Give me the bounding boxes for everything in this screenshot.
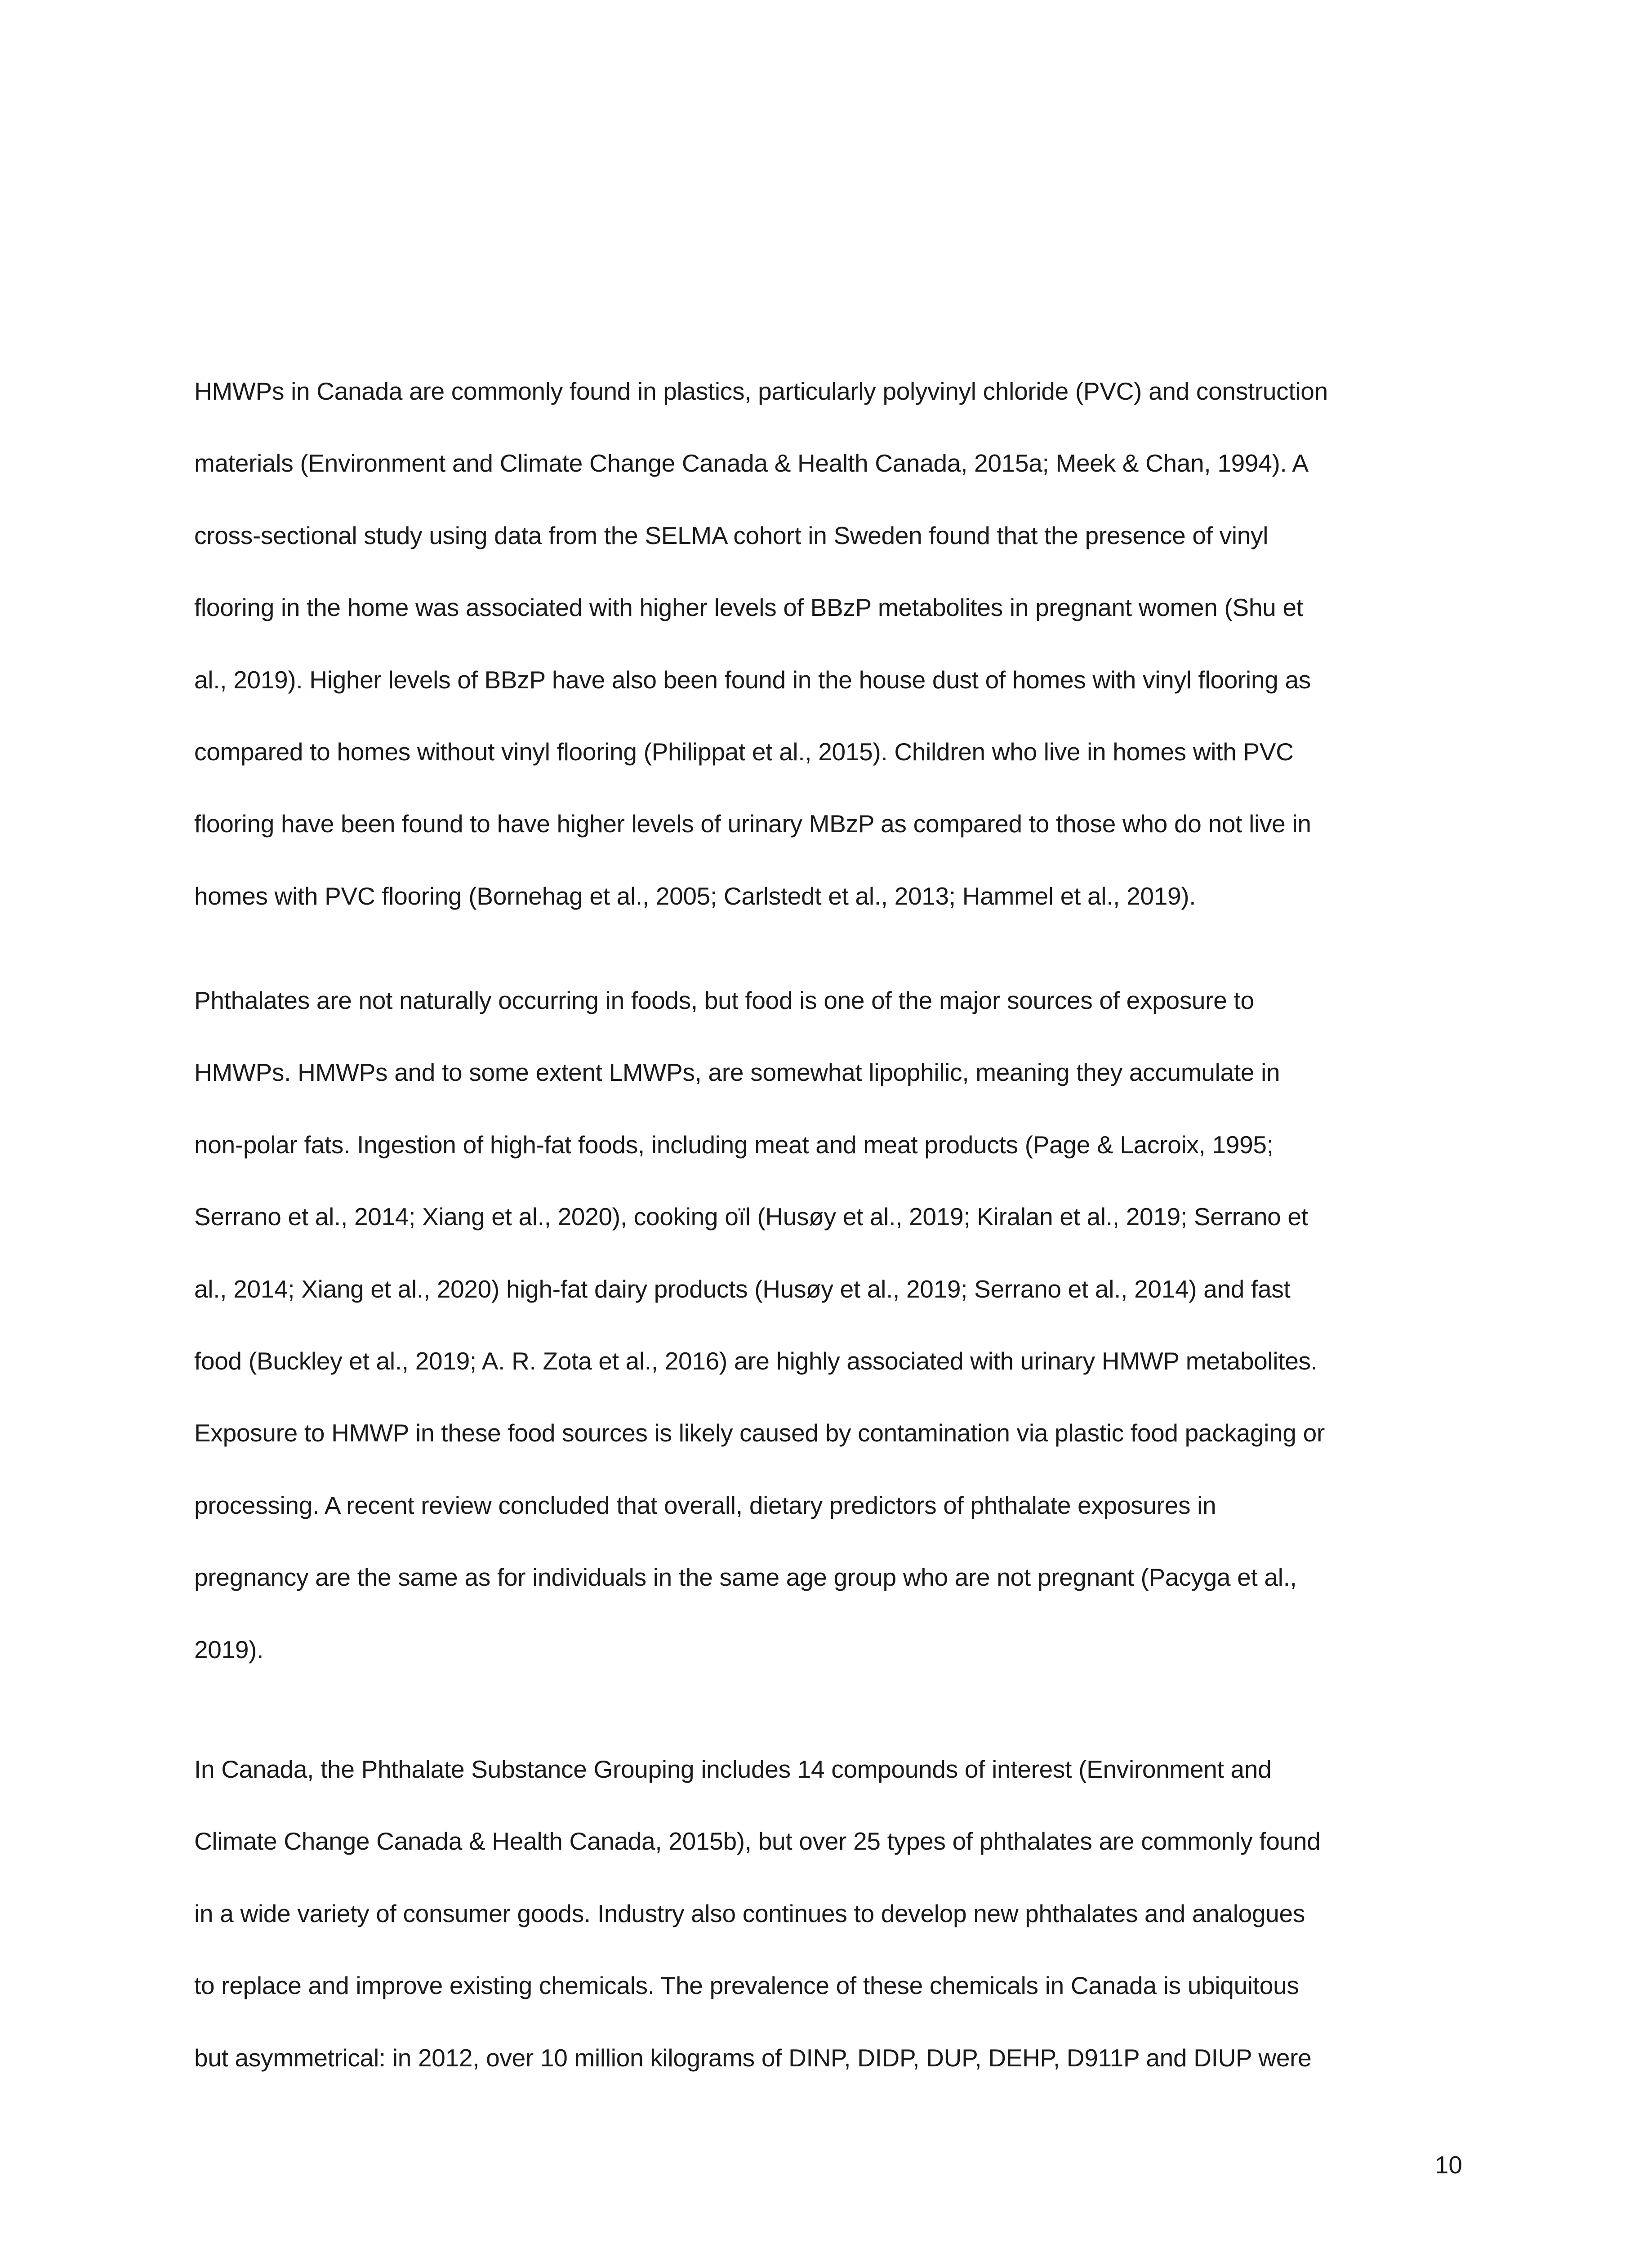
text-line: compared to homes without vinyl flooring (Philippat et al., 2015). Children who live in homes with PVC <box>194 737 1294 766</box>
paragraph-canada-grouping <box>194 1733 1462 2094</box>
text-line: but asymmetrical: in 2012, over 10 million kilograms of DINP, DIDP, DUP, DEHP, D911P and DIUP were <box>194 2043 1312 2072</box>
page-number: 10 <box>1434 2151 1462 2179</box>
text-line: Phthalates are not naturally occurring in foods, but food is one of the major sources of exposure to <box>194 986 1254 1014</box>
paragraph-food-sources <box>194 964 1462 1686</box>
text-line: HMWPs. HMWPs and to some extent LMWPs, are somewhat lipophilic, meaning they accumulate in <box>194 1058 1280 1087</box>
paragraph-vinyl-flooring <box>194 355 1462 932</box>
text-line: flooring have been found to have higher levels of urinary MBzP as compared to those who do not live in <box>194 810 1311 838</box>
text-line: processing. A recent review concluded that overall, dietary predictors of phthalate exposures in <box>194 1491 1216 1519</box>
text-line: al., 2019). Higher levels of BBzP have also been found in the house dust of homes with vinyl flooring as <box>194 665 1311 694</box>
text-line: al., 2014; Xiang et al., 2020) high-fat dairy products (Husøy et al., 2019; Serrano et al., 2014) and fast <box>194 1275 1291 1303</box>
text-line: materials (Environment and Climate Change Canada & Health Canada, 2015a; Meek & Chan, 1994). A <box>194 449 1309 477</box>
text-line: Exposure to HMWP in these food sources is likely caused by contamination via plastic food packaging or <box>194 1419 1325 1447</box>
text-line: Climate Change Canada & Health Canada, 2015b), but over 25 types of phthalates are commonly found <box>194 1827 1321 1855</box>
text-line: 2019). <box>194 1635 264 1664</box>
text-line: to replace and improve existing chemicals. The prevalence of these chemicals in Canada is ubiquitous <box>194 1971 1299 2000</box>
text-line: homes with PVC flooring (Bornehag et al., 2005; Carlstedt et al., 2013; Hammel et al., 2019). <box>194 882 1196 910</box>
text-line: in a wide variety of consumer goods. Industry also continues to develop new phthalates and analogues <box>194 1899 1305 1927</box>
text-line: food (Buckley et al., 2019; A. R. Zota et al., 2016) are highly associated with urinary HMWP metabolites. <box>194 1347 1318 1375</box>
text-line: HMWPs in Canada are commonly found in plastics, particularly polyvinyl chloride (PVC) and construction <box>194 377 1328 405</box>
text-line: non-polar fats. Ingestion of high-fat foods, including meat and meat products (Page & Lacroix, 1995; <box>194 1130 1274 1159</box>
text-line: cross-sectional study using data from the SELMA cohort in Sweden found that the presence of vinyl <box>194 521 1269 549</box>
text-line: flooring in the home was associated with higher levels of BBzP metabolites in pregnant women (Shu et <box>194 593 1303 622</box>
text-line: pregnancy are the same as for individuals in the same age group who are not pregnant (Pacyga et al., <box>194 1563 1297 1592</box>
text-line: Serrano et al., 2014; Xiang et al., 2020), cooking oïl (Husøy et al., 2019; Kiralan et al., 2019; Serrano et <box>194 1203 1308 1231</box>
text-line: In Canada, the Phthalate Substance Grouping includes 14 compounds of interest (Environment and <box>194 1755 1272 1783</box>
